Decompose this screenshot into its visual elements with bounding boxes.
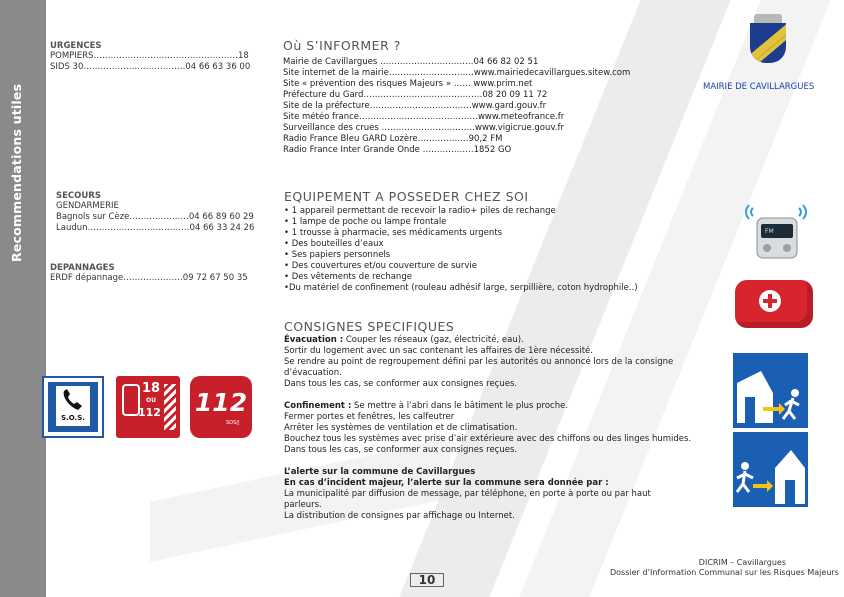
fire-number-bottom: 112 xyxy=(138,406,161,419)
urgences-block xyxy=(50,41,270,73)
sos-label: S.O.S. xyxy=(61,414,85,422)
footer-line: Dossier d’Information Communal sur les Risques Majeurs xyxy=(610,568,839,577)
secours-heading: SECOURS xyxy=(56,191,101,201)
evacuation-line: Couper les réseaux (gaz, électricité, eau). xyxy=(343,335,524,345)
evacuation-pictogram xyxy=(733,353,808,428)
alerte-title: L’alerte sur la commune de Cavillargues xyxy=(284,467,476,477)
secours-line: Laudun………………………………04 66 33 24 26 xyxy=(56,223,255,233)
informer-line: Radio France Inter Grande Onde ………………1852 GO xyxy=(283,145,512,155)
secours-line: Bagnols sur Cèze…………………04 66 89 60 29 xyxy=(56,212,254,222)
evacuation-line: Sortir du logement avec un sac contenant les affaires de 1ère nécessité. xyxy=(284,346,593,356)
evacuation-line: d’évacuation. xyxy=(284,368,342,378)
radio-icon xyxy=(745,200,807,262)
phone-icon xyxy=(60,388,86,412)
informer-line: Radio France Bleu GARD Lozère………………90,2 FM xyxy=(283,134,503,144)
shield-icon xyxy=(750,23,786,63)
page-number: 10 xyxy=(410,573,444,587)
depannages-block xyxy=(50,263,270,284)
evacuation-line: Se rendre au point de regroupement défini par les autorités ou annoncé lors de la consigne xyxy=(284,357,674,367)
first-aid-bag-image xyxy=(733,272,815,334)
sos-phone-sign xyxy=(42,376,104,438)
equipement-item: • Des bouteilles d’eaux xyxy=(284,239,384,249)
equipement-item: • Des couvertures et/ou couverture de survie xyxy=(284,261,477,271)
equipement-item: •Du matériel de confinement (rouleau adhésif large, serpillière, coton hydrophile..) xyxy=(284,283,638,293)
depannages-line: ERDF dépannage…………………09 72 67 50 35 xyxy=(50,273,248,283)
equipement-item: • Ses papiers personnels xyxy=(284,250,391,260)
confinement-line: Fermer portes et fenêtres, les calfeutrer xyxy=(284,412,455,422)
consignes-title: CONSIGNES SPECIFIQUES xyxy=(284,319,455,334)
equipement-item: • 1 trousse à pharmacie, ses médicaments urgents xyxy=(284,228,503,238)
confinement-pictogram xyxy=(733,432,808,507)
informer-line: Préfecture du Gard……………………………………08 20 09 11 72 xyxy=(283,90,548,100)
informer-line: Site internet de la mairie…………………………www.mairiedecavillargues.sitew.com xyxy=(283,68,631,78)
radio-image xyxy=(745,200,807,262)
emergency-112-sub: SOS/J xyxy=(226,420,240,426)
alerte-line: La distribution de consignes par affichage ou Internet. xyxy=(284,511,515,521)
equipement-block xyxy=(284,189,638,294)
fire-number-top: 18 xyxy=(142,381,161,396)
informer-line: Site météo france……………………………………www.meteofrance.fr xyxy=(283,112,565,122)
informer-line: Surveillance des crues ……………………………www.vigicrue.gouv.fr xyxy=(283,123,564,133)
urgences-line: POMPIERS……………………………………………18 xyxy=(50,51,249,61)
informer-line: Mairie de Cavillargues ……………………………04 66 82 02 51 xyxy=(283,57,539,67)
consignes-block xyxy=(284,319,691,522)
evacuation-line: Dans tous les cas, se conformer aux consignes reçues. xyxy=(284,379,518,389)
confinement-line: Bouchez tous les systèmes avec prise d’air extérieure avec des chiffons ou des linges humides. xyxy=(284,434,692,444)
alerte-line: La municipalité par diffusion de message, par téléphone, en porte à porte ou par haut xyxy=(284,489,651,499)
confinement-label: Confinement : xyxy=(284,401,352,411)
evacuation-icon xyxy=(733,353,808,428)
sidebar xyxy=(0,0,46,597)
confinement-line: Arrêter les systèmes de ventilation et de climatisation. xyxy=(284,423,518,433)
sidebar-title: Recommendations utiles xyxy=(9,83,24,262)
informer-line: Site « prévention des risques Majeurs » …… www.prim.net xyxy=(283,79,533,89)
confinement-icon xyxy=(733,432,808,507)
cross-badge-icon xyxy=(759,290,781,312)
emergency-112-sign xyxy=(190,376,252,438)
flame-icon xyxy=(164,384,176,430)
equipement-title: EQUIPEMENT A POSSEDER CHEZ SOI xyxy=(284,189,529,204)
secours-block xyxy=(56,191,276,234)
alerte-line: parleurs. xyxy=(284,500,322,510)
mairie-coat-of-arms xyxy=(748,14,788,64)
urgences-heading: URGENCES xyxy=(50,41,102,51)
fire-emergency-sign xyxy=(116,376,180,438)
confinement-line: Se mettre à l’abri dans le bâtiment le plus proche. xyxy=(351,401,569,411)
alerte-subtitle: En cas d’incident majeur, l’alerte sur la commune sera donnée par : xyxy=(284,478,609,488)
equipement-item: • 1 lampe de poche ou lampe frontale xyxy=(284,217,447,227)
depannages-heading: DEPANNAGES xyxy=(50,263,115,273)
informer-line: Site de la préfecture………………………………www.gard.gouv.fr xyxy=(283,101,547,111)
footer-block xyxy=(610,558,839,578)
urgences-line: SIDS 30………………………………04 66 63 36 00 xyxy=(50,62,251,72)
informer-block xyxy=(283,38,630,156)
confinement-line: Dans tous les cas, se conformer aux consignes reçues. xyxy=(284,445,518,455)
evacuation-label: Évacuation : xyxy=(284,335,344,345)
secours-line: GENDARMERIE xyxy=(56,201,119,211)
informer-title: Où S’INFORMER ? xyxy=(283,38,401,53)
emergency-112-number: 112 xyxy=(194,388,248,417)
mairie-label[interactable]: MAIRIE DE CAVILLARGUES xyxy=(703,82,815,92)
radio-display: FM xyxy=(765,228,774,235)
equipement-item: • Des vêtements de rechange xyxy=(284,272,412,282)
fire-ou-label: OU xyxy=(146,397,156,404)
equipement-item: • 1 appareil permettant de recevoir la radio+ piles de rechange xyxy=(284,206,556,216)
footer-line: DICRIM – Cavillargues xyxy=(698,558,786,567)
